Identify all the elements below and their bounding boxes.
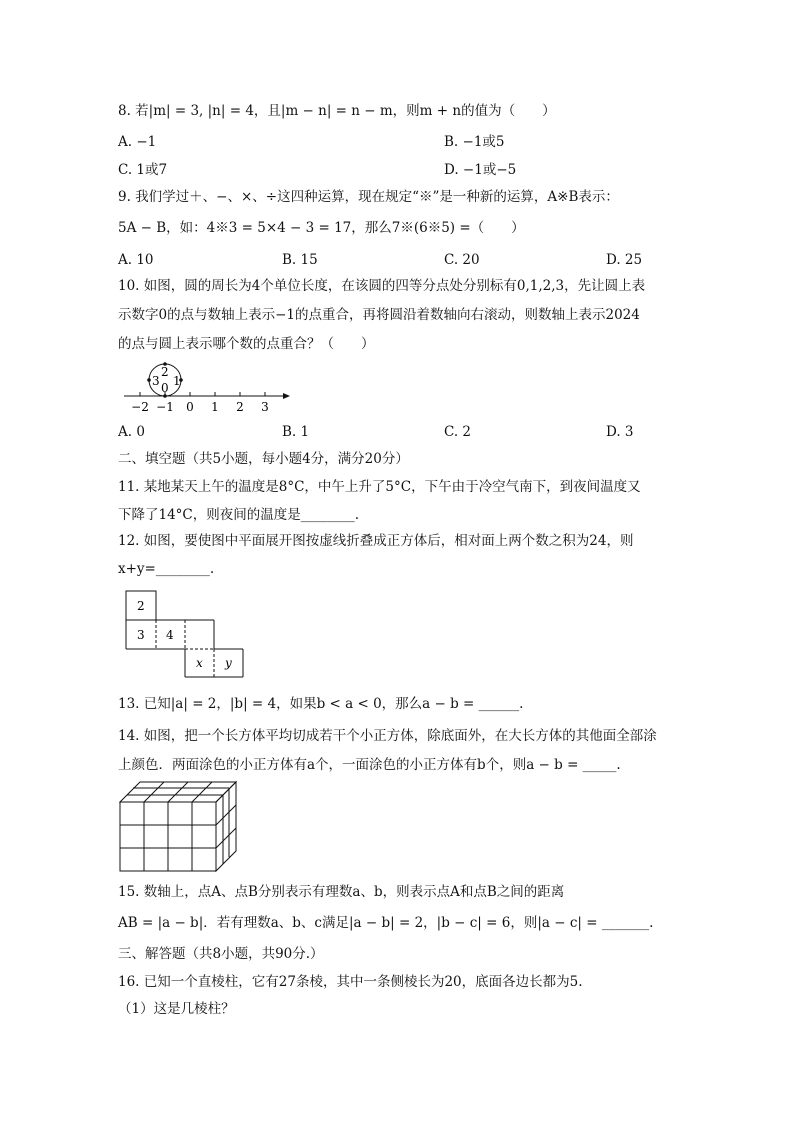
q9-option-a: A. 10 xyxy=(118,252,154,268)
q10-figure xyxy=(118,360,298,420)
cuboid-grid xyxy=(216,805,236,825)
q15-line1: 15. 数轴上，点A、点B分别表示有理数a、b，则表示点A和点B之间的距离 xyxy=(118,884,565,900)
q8-option-a: A. −1 xyxy=(118,134,157,150)
tick-label: −1 xyxy=(156,400,174,414)
q10-line2: 示数字0的点与数轴上表示−1的点重合，再将圆沿着数轴向右滚动，则数轴上表示2024 xyxy=(118,307,640,323)
q10-option-c: C. 2 xyxy=(444,424,472,440)
circle-point-3 xyxy=(147,378,151,382)
q8-stem: 8. 若|m| = 3, |n| = 4，且|m − n| = n − m，则m + n的值为（ ） xyxy=(118,103,556,119)
net-label-x: x xyxy=(196,656,203,670)
tick-label: 1 xyxy=(211,400,219,414)
q10-line1: 10. 如图，圆的周长为4个单位长度，在该圆的四等分点处分别标有0,1,2,3，先让圆上表 xyxy=(118,278,646,294)
q11-line2: 下降了14°C，则夜间的温度是________. xyxy=(118,507,360,523)
q14-line1: 14. 如图，把一个长方体平均切成若干个小正方体，除底面外，在大长方体的其他面全部涂 xyxy=(118,728,657,744)
q14-cuboid-figure xyxy=(120,780,240,874)
q8-option-d: D. −1或−5 xyxy=(444,162,517,178)
q14-line2: 上颜色．两面涂色的小正方体有a个，一面涂色的小正方体有b个，则a − b = _____. xyxy=(118,757,621,773)
cuboid-grid xyxy=(192,782,212,802)
net-label-4: 4 xyxy=(166,628,174,642)
q8-option-b: B. −1或5 xyxy=(444,134,505,150)
tick-marks xyxy=(140,392,265,396)
cuboid-grid xyxy=(216,828,236,848)
q16-line1: 16. 已知一个直棱柱，它有27条棱，其中一条侧棱长为20，底面各边长都为5. xyxy=(118,974,583,990)
tick-label: 3 xyxy=(261,400,269,414)
q10-line3: 的点与圆上表示哪个数的点重合？（ ） xyxy=(118,336,375,352)
circle-label-1: 1 xyxy=(173,374,181,388)
q10-option-d: D. 3 xyxy=(606,424,634,440)
q13: 13. 已知|a| = 2，|b| = 4，如果b < a < 0，那么a − b = ______. xyxy=(118,696,524,712)
tick-label: 2 xyxy=(236,400,244,414)
net-label-3: 3 xyxy=(137,628,145,642)
q12-line1: 12. 如图，要使图中平面展开图按虚线折叠成正方体后，相对面上两个数之积为24，则 xyxy=(118,533,634,549)
q9-option-b: B. 15 xyxy=(282,252,318,268)
cuboid-grid xyxy=(144,782,164,802)
q9-option-d: D. 25 xyxy=(606,252,643,268)
circle-label-2: 2 xyxy=(161,365,169,379)
section-3-heading: 三、解答题（共8小题，共90分.） xyxy=(118,946,324,962)
tick-label: −2 xyxy=(131,400,149,414)
circle-label-3: 3 xyxy=(152,374,160,388)
q9-option-c: C. 20 xyxy=(444,252,480,268)
q9-line1: 9. 我们学过＋、−、×、÷这四种运算，现在规定“※”是一种新的运算，A※B表示： xyxy=(118,189,619,205)
section-2-heading: 二、填空题（共5小题，每小题4分，满分20分） xyxy=(118,451,409,467)
cuboid-grid xyxy=(168,782,188,802)
q16-line2: （1）这是几棱柱？ xyxy=(118,1001,235,1017)
q9-line2: 5A − B，如：4※3 = 5×4 − 3 = 17，那么7※(6※5) =（ ） xyxy=(118,220,525,236)
circle-label-0: 0 xyxy=(161,381,169,395)
tick-label: 0 xyxy=(186,400,194,414)
number-line-arrow xyxy=(283,393,290,399)
q11-line1: 11. 某地某天上午的温度是8°C，中午上升了5°C，下午由于冷空气南下，到夜间温度又 xyxy=(118,479,641,495)
net-label-2: 2 xyxy=(137,599,145,613)
q8-option-c: C. 1或7 xyxy=(118,162,168,178)
q15-line2: AB = |a − b|．若有理数a、b、c满足|a − b| = 2，|b − c| = 6，则|a − c| = _______. xyxy=(118,915,654,931)
q12-line2: x+y=________. xyxy=(118,561,215,577)
q10-option-a: A. 0 xyxy=(118,424,145,440)
net-label-y: y xyxy=(225,656,232,670)
q10-option-b: B. 1 xyxy=(282,424,310,440)
q12-cube-net xyxy=(125,590,247,678)
